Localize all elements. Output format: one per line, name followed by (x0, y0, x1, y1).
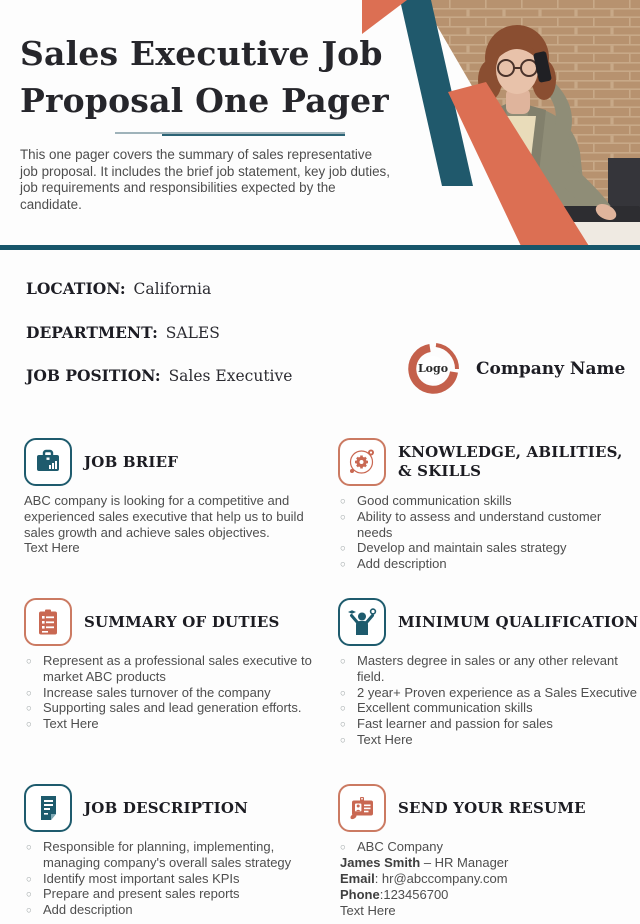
bullet-list (338, 493, 638, 572)
list-item: ○ ABC Company (338, 839, 640, 855)
contact-phone-label: Phone (340, 886, 380, 902)
bullet-list (24, 839, 326, 918)
section-header (24, 598, 326, 646)
department-value: SALES (165, 324, 220, 342)
clipboard-icon (33, 607, 63, 637)
icon-box (24, 438, 72, 486)
section-title: JOB BRIEF (84, 452, 179, 471)
list-item: ○ Excellent communication skills (338, 700, 640, 716)
section-title: JOB DESCRIPTION (84, 798, 248, 817)
list-item: ○ Increase sales turnover of the company (24, 685, 326, 701)
list-item: ○ Ability to assess and understand customer needs (338, 509, 638, 541)
job-position-value: Sales Executive (168, 367, 293, 385)
divider-line (0, 245, 640, 250)
list-item: ○ Masters degree in sales or any other relevant field. (338, 653, 640, 685)
header-photo-composite (360, 0, 640, 246)
gear-orbit-icon (347, 447, 377, 477)
contact-role: – HR Manager (420, 854, 509, 870)
contact-block (338, 855, 640, 919)
document-icon (33, 793, 63, 823)
intro-paragraph: This one pager covers the summary of sales representative job proposal. It includes the brief job statement, key job duties, job requirements and responsibilities expected by the candidate. (20, 147, 390, 212)
list-item: ○ Good communication skills (338, 493, 638, 509)
page-title-line2: Proposal One Pager (20, 81, 389, 120)
job-position-label: JOB POSITION: (26, 366, 161, 385)
section-header (24, 784, 326, 832)
contact-email-value: : hr@abccompany.com (374, 870, 508, 886)
list-item: ○ Supporting sales and lead generation efforts. (24, 700, 326, 716)
contact-line (340, 855, 640, 871)
contact-line (340, 903, 640, 919)
section-header (24, 438, 324, 486)
list-item: ○ Text Here (24, 716, 326, 732)
section-job-description (24, 784, 326, 918)
page-title (20, 30, 400, 124)
contact-phone-value: :123456700 (379, 886, 449, 902)
contact-extra-text: Text Here (340, 902, 396, 918)
bullet-list (338, 839, 640, 855)
list-item: ○ Develop and maintain sales strategy (338, 540, 638, 556)
meta-location (26, 279, 211, 298)
icon-box (24, 598, 72, 646)
bullet-list (24, 653, 326, 732)
section-title: SUMMARY OF DUTIES (84, 612, 280, 631)
company-name: Company Name (476, 359, 626, 379)
list-item: ○ Prepare and present sales reports (24, 886, 326, 902)
list-item: ○ Identify most important sales KPIs (24, 871, 326, 887)
list-item: ○ Add description (24, 902, 326, 918)
contact-line (340, 887, 640, 903)
list-item: ○ Responsible for planning, implementing, managing company's overall sales strategy (24, 839, 326, 871)
icon-box (338, 598, 386, 646)
contact-name: James Smith (340, 854, 421, 870)
list-item: ○ Fast learner and passion for sales (338, 716, 640, 732)
company-brand (406, 342, 625, 396)
contact-email-label: Email (340, 870, 375, 886)
icon-box (338, 438, 386, 486)
section-job-brief (24, 438, 324, 556)
department-label: DEPARTMENT: (26, 323, 158, 342)
section-knowledge-abilities-skills (338, 438, 638, 572)
person-celebrate-icon (347, 607, 377, 637)
list-item: ○ Text Here (338, 732, 640, 748)
list-item: ○ 2 year+ Proven experience as a Sales Executive (338, 685, 640, 701)
meta-job-position (26, 366, 292, 385)
company-logo (406, 342, 460, 396)
section-minimum-qualification (338, 598, 640, 748)
section-summary-of-duties (24, 598, 326, 732)
bullet-list (338, 653, 640, 748)
icon-box (24, 784, 72, 832)
section-header (338, 438, 638, 486)
section-title: KNOWLEDGE, ABILITIES, & SKILLS (398, 443, 623, 480)
icon-box (338, 784, 386, 832)
location-value: California (133, 280, 212, 298)
title-underline-accent (162, 134, 345, 136)
section-send-your-resume (338, 784, 640, 919)
location-label: LOCATION: (26, 279, 126, 298)
section-extra-text: Text Here (24, 540, 80, 556)
meta-department (26, 323, 220, 342)
list-item: ○ Represent as a professional sales executive to market ABC products (24, 653, 326, 685)
list-item: ○ Add description (338, 556, 638, 572)
id-card-icon (347, 793, 377, 823)
section-header (338, 784, 640, 832)
contact-line (340, 871, 640, 887)
section-title: SEND YOUR RESUME (398, 798, 586, 817)
logo-text: Logo (417, 362, 449, 375)
page-title-line1: Sales Executive Job (20, 34, 383, 73)
briefcase-icon (33, 447, 63, 477)
section-paragraph: ABC company is looking for a competitive and experienced sales executive that help us to build sales growth and achieve sales objectives. (24, 493, 304, 540)
section-header (338, 598, 640, 646)
section-title: MINIMUM QUALIFICATION (398, 612, 639, 631)
